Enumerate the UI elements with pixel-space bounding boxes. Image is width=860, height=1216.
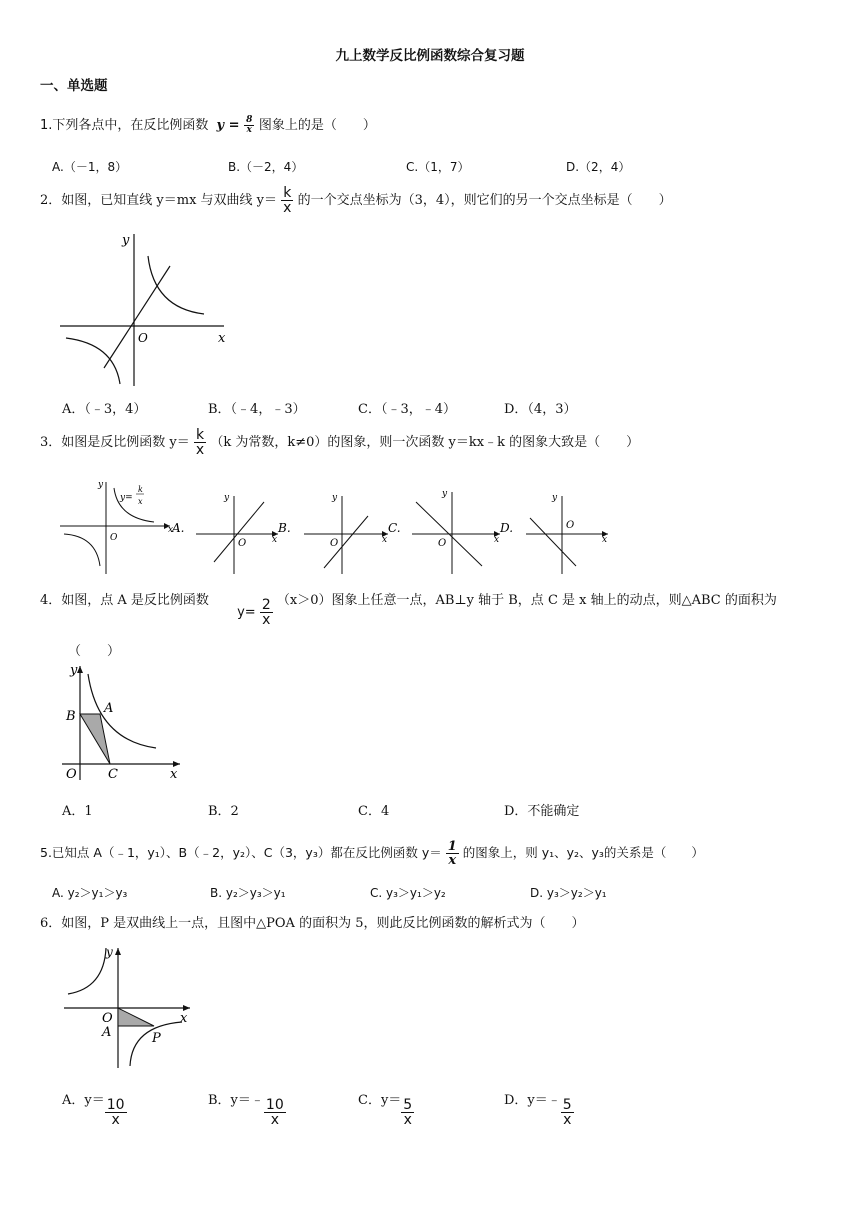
q3-main-graph: [60, 480, 173, 574]
q6-option-c-den: x: [403, 1112, 412, 1128]
q5-option-c[interactable]: C. y₃＞y₁＞y₂: [370, 886, 446, 900]
q4-stem-post: （x＞0）图象上任意一点，AB⊥y 轴于 B，点 C 是 x 轴上的动点，则△ABC 的面积为: [276, 593, 777, 608]
q5-fraction: [446, 840, 459, 867]
q4-label-y: y: [70, 663, 78, 678]
q2-option-a[interactable]: A．（﹣3，4）: [62, 402, 147, 417]
q3-stem-post: （k 为常数，k≠0）的图象，则一次函数 y＝kx﹣k 的图象大致是（ ）: [210, 435, 640, 450]
q1-option-b[interactable]: B.（－2，4）: [228, 160, 304, 174]
q5-option-a[interactable]: A. y₂＞y₁＞y₃: [52, 886, 128, 900]
q6-option-c-num: 5: [403, 1097, 413, 1113]
q3-option-a-graph[interactable]: [196, 493, 278, 574]
q2-frac-num: k: [281, 186, 293, 201]
q2-option-d[interactable]: D．（4，3）: [504, 402, 577, 417]
q3-d-label-x: x: [602, 535, 608, 545]
question-1-stem: [40, 114, 376, 135]
page-title: 九上数学反比例函数综合复习题: [335, 48, 525, 64]
q6-option-d[interactable]: [504, 1086, 574, 1128]
q6-option-d-fraction: [561, 1098, 574, 1127]
q3-frac-num: k: [194, 428, 206, 443]
q2-stem-post: 的一个交点坐标为（3，4），则它们的另一个交点坐标是（ ）: [297, 193, 672, 208]
q3-letter-b: B.: [278, 521, 291, 535]
q2-graph: [56, 228, 236, 390]
q1-option-d[interactable]: D.（2，4）: [566, 160, 631, 174]
q3-main-label-y: y: [98, 480, 104, 490]
q4-label-b: B: [66, 709, 76, 724]
q1-stem-post: 图象上的是（ ）: [258, 118, 376, 133]
q3-option-b-graph[interactable]: [304, 493, 388, 574]
q1-option-a[interactable]: A.（－1，8）: [52, 160, 128, 174]
q6-option-b-num: 10: [265, 1097, 284, 1113]
q3-b-label-y: y: [332, 493, 338, 503]
q4-label-a: A: [104, 701, 114, 716]
q1-fraction: [244, 116, 254, 135]
q6-label-o: O: [102, 1011, 113, 1026]
q6-option-b-fraction: [264, 1098, 286, 1127]
q2-line: [104, 266, 170, 368]
q4-frac-num: 2: [261, 597, 271, 613]
q3-option-d-graph[interactable]: [526, 493, 608, 574]
q6-option-b-prefix: B．y＝: [208, 1093, 251, 1108]
q6-label-p: P: [152, 1031, 161, 1046]
section-heading: 一、单选题: [40, 78, 108, 94]
q4-triangle-abc: [80, 714, 110, 764]
q4-formula: [237, 597, 277, 628]
q6-label-a: A: [102, 1025, 112, 1040]
q3-letter-d: D.: [500, 521, 514, 535]
q3-c-label-y: y: [442, 489, 448, 499]
q2-hyperbola-branch-1: [148, 256, 204, 314]
q2-label-y: y: [122, 233, 130, 248]
q6-option-c-prefix: C．y＝: [358, 1093, 402, 1108]
q3-a-label-o: O: [238, 538, 247, 549]
q6-option-c[interactable]: [358, 1086, 414, 1128]
q6-hyperbola-branch-1: [68, 948, 106, 994]
q6-label-y: y: [106, 945, 113, 959]
q3-main-formula: y=: [120, 493, 133, 503]
q2-label-x: x: [218, 331, 226, 346]
q4-formula-y: y=: [237, 605, 256, 620]
q4-label-o: O: [66, 767, 77, 782]
q5-frac-num: 1: [447, 839, 457, 854]
q4-label-c: C: [108, 767, 118, 782]
q3-option-c-graph[interactable]: [412, 489, 500, 574]
q3-b-label-o: O: [330, 538, 339, 549]
q5-frac-den: x: [448, 853, 457, 868]
q3-frac-den: x: [195, 442, 205, 458]
q4-fraction: [260, 598, 273, 627]
question-2-stem: [40, 186, 672, 215]
q6-option-d-sign: ﹣: [547, 1093, 561, 1108]
q1-frac-den: x: [246, 125, 252, 135]
q4-option-b[interactable]: B．2: [208, 804, 239, 819]
q2-label-o: O: [138, 331, 148, 345]
q6-option-b-sign: ﹣: [250, 1093, 264, 1108]
q1-formula: [216, 115, 259, 135]
q4-option-d[interactable]: D．不能确定: [504, 804, 580, 819]
q2-stem-pre: 2．如图，已知直线 y＝mx 与双曲线 y＝: [40, 193, 278, 208]
q4-y-arrow: [77, 666, 83, 673]
q4-label-x: x: [170, 767, 178, 782]
q3-a-label-x: x: [272, 535, 278, 545]
q3-letter-c: C.: [388, 521, 401, 535]
q5-stem-pre: 5.已知点 A（﹣1，y₁）、B（﹣2，y₂）、C（3，y₃）都在反比例函数 y＝: [40, 845, 442, 860]
q6-option-d-prefix: D．y＝: [504, 1093, 548, 1108]
q6-y-arrow: [115, 948, 121, 955]
q1-frac-num: 8: [246, 115, 253, 125]
q3-c-label-x: x: [494, 535, 500, 545]
q6-option-a-num: 10: [106, 1097, 125, 1113]
q6-option-a-den: x: [111, 1112, 120, 1128]
q4-option-a[interactable]: A．1: [62, 804, 93, 819]
q1-formula-y: y =: [216, 118, 240, 133]
q2-frac-den: x: [283, 200, 292, 216]
q1-option-c[interactable]: C.（1，7）: [406, 160, 470, 174]
q6-option-d-num: 5: [562, 1097, 572, 1113]
q4-stem-pre: 4．如图，点 A 是反比例函数: [40, 593, 209, 608]
q6-option-b[interactable]: [208, 1086, 286, 1128]
q6-option-a-prefix: A．y＝: [62, 1093, 105, 1108]
q6-label-x: x: [180, 1011, 188, 1026]
q2-option-c[interactable]: C．（﹣3，﹣4）: [358, 402, 456, 417]
q3-main-label-o: O: [110, 533, 118, 543]
q6-graph: [60, 942, 200, 1072]
q3-main-formula-num: k: [138, 485, 143, 494]
q3-fraction: [194, 428, 206, 457]
q6-option-c-fraction: [401, 1098, 414, 1127]
q6-option-d-den: x: [563, 1112, 572, 1128]
q3-a-label-y: y: [224, 493, 230, 503]
q3-a-line: [214, 502, 264, 562]
q3-b-label-x: x: [382, 535, 388, 545]
q5-stem-post: 的图象上，则 y₁、y₂、y₃的关系是（ ）: [462, 845, 704, 860]
q2-option-b[interactable]: B．（﹣4，﹣3）: [208, 402, 306, 417]
q6-option-a[interactable]: [62, 1086, 127, 1128]
q4-stem-line2: （ ）: [68, 644, 121, 659]
q3-d-label-y: y: [552, 493, 558, 503]
q5-option-b[interactable]: B. y₂＞y₃＞y₁: [210, 886, 286, 900]
question-6-stem: 6．如图，P 是双曲线上一点，且图中△POA 的面积为 5，则此反比例函数的解析式为（ ）: [40, 916, 585, 931]
q5-option-d[interactable]: D. y₃＞y₂＞y₁: [530, 886, 607, 900]
q3-d-label-o: O: [566, 520, 575, 531]
q3-main-formula-den: x: [138, 497, 143, 506]
q2-hyperbola-branch-2: [66, 338, 120, 384]
q6-option-b-den: x: [270, 1112, 279, 1128]
q2-fraction: [281, 186, 293, 215]
q3-c-label-o: O: [438, 538, 447, 549]
q3-main-label-x: x: [168, 525, 174, 535]
q3-graphs: [56, 474, 616, 578]
q4-frac-den: x: [262, 612, 271, 628]
q4-graph: [58, 660, 188, 786]
q6-option-a-fraction: [105, 1098, 127, 1127]
q6-triangle-poa: [118, 1008, 154, 1026]
question-4-stem: [40, 586, 777, 628]
q3-main-branch-2: [64, 534, 100, 566]
q3-letter-a: A.: [172, 521, 185, 535]
q3-stem-pre: 3．如图是反比例函数 y＝: [40, 435, 190, 450]
q1-stem-pre: 1.下列各点中，在反比例函数: [40, 118, 209, 133]
q4-option-c[interactable]: C．4: [358, 804, 390, 819]
question-5-stem: [40, 840, 704, 867]
question-3-stem: [40, 428, 639, 457]
